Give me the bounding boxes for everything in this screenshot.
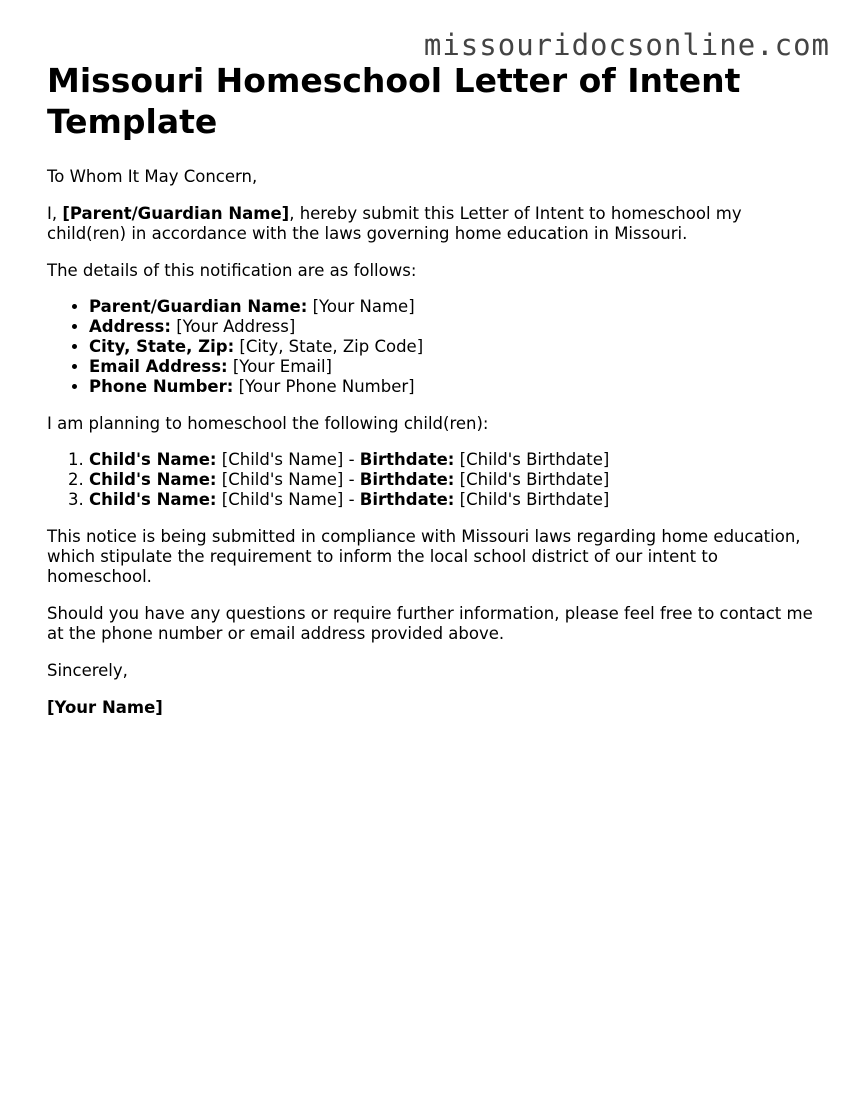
intro-prefix: I,	[47, 204, 63, 223]
child-name-label: Child's Name:	[89, 490, 217, 509]
child-birthdate-value: [Child's Birthdate]	[454, 490, 610, 509]
child-name-value: [Child's Name] -	[216, 450, 360, 469]
child-item	[89, 490, 817, 510]
signature-placeholder: [Your Name]	[47, 698, 163, 717]
child-birthdate-label: Birthdate:	[359, 490, 455, 509]
child-name-value: [Child's Name] -	[216, 490, 360, 509]
child-birthdate-value: [Child's Birthdate]	[454, 450, 610, 469]
detail-item-address	[89, 317, 817, 337]
detail-item-phone	[89, 377, 817, 397]
detail-value: [Your Phone Number]	[233, 377, 415, 396]
detail-value: [Your Email]	[227, 357, 332, 376]
details-intro: The details of this notification are as follows:	[47, 261, 417, 280]
detail-label: Phone Number:	[89, 377, 234, 396]
intro-suffix: , hereby submit this Letter of Intent to homeschool my child(ren) in accordance with the laws governing home education in Missouri.	[47, 204, 742, 243]
detail-label: Parent/Guardian Name:	[89, 297, 308, 316]
child-birthdate-label: Birthdate:	[359, 450, 455, 469]
details-list	[47, 297, 817, 397]
detail-value: [Your Name]	[307, 297, 415, 316]
compliance-paragraph: This notice is being submitted in compliance with Missouri laws regarding home education, which stipulate the requirement to inform the local school district of our intent to homeschool.	[47, 527, 801, 586]
child-birthdate-label: Birthdate:	[359, 470, 455, 489]
intro-paragraph	[47, 204, 817, 244]
site-watermark: missouridocsonline.com	[423, 28, 830, 62]
detail-item-email	[89, 357, 817, 377]
detail-label: Email Address:	[89, 357, 228, 376]
detail-label: Address:	[89, 317, 171, 336]
letter-document	[47, 60, 817, 718]
child-name-label: Child's Name:	[89, 470, 217, 489]
detail-item-parent-name	[89, 297, 817, 317]
parent-name-placeholder: [Parent/Guardian Name]	[62, 204, 290, 223]
child-name-label: Child's Name:	[89, 450, 217, 469]
children-list	[47, 450, 817, 510]
child-birthdate-value: [Child's Birthdate]	[454, 470, 610, 489]
detail-value: [Your Address]	[170, 317, 296, 336]
document-title: Missouri Homeschool Letter of Intent Template	[47, 61, 741, 141]
closing: Sincerely,	[47, 661, 128, 680]
questions-paragraph: Should you have any questions or require further information, please feel free to contact me at the phone number or email address provided above.	[47, 604, 813, 643]
salutation: To Whom It May Concern,	[47, 167, 258, 186]
children-intro: I am planning to homeschool the following child(ren):	[47, 414, 489, 433]
detail-item-city-state-zip	[89, 337, 817, 357]
detail-value: [City, State, Zip Code]	[234, 337, 424, 356]
child-item	[89, 470, 817, 490]
child-name-value: [Child's Name] -	[216, 470, 360, 489]
child-item	[89, 450, 817, 470]
detail-label: City, State, Zip:	[89, 337, 235, 356]
